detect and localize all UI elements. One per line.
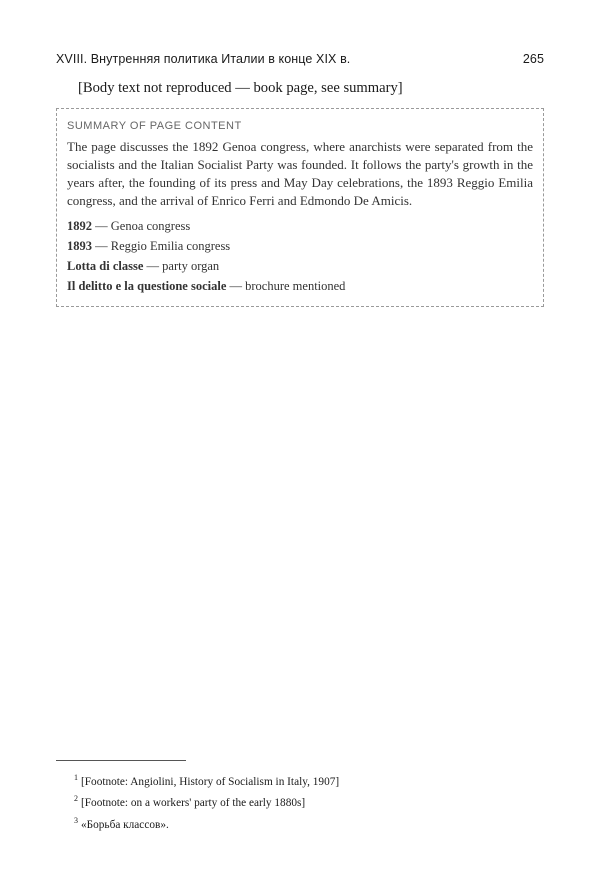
fact-item: 1893 — Reggio Emilia congress [67, 239, 231, 254]
footnote-number: 1 [74, 773, 78, 782]
fact-key: 1892 [67, 219, 92, 234]
footnote-text: «Борьба классов». [81, 818, 169, 831]
fact-key: Il delitto e la questione sociale [67, 279, 227, 294]
summary-text: The page discusses the 1892 Genoa congress, where anarchists were separated from the socialists and the Italian Socialist Party was founded. It follows the party's growth in the years after, the founding of its press and May Day celebrations, the 1893 Reggio Emilia congress, and the arrival of Enrico Ferri and Edmondo De Amicis. [67, 139, 533, 209]
body-placeholder: [Body text not reproduced — book page, see summary] [78, 80, 403, 96]
running-head [56, 52, 544, 66]
fact-item: Lotta di classe — party organ [67, 259, 220, 274]
page-number: 265 [522, 52, 544, 66]
fact-value: Genoa congress [110, 219, 191, 234]
footnote [56, 770, 544, 790]
footnote-divider [56, 760, 186, 761]
summary-label: SUMMARY OF PAGE CONTENT [67, 120, 242, 133]
footnote-text: [Footnote: on a workers' party of the early 1880s] [81, 797, 306, 810]
footnote-number: 2 [74, 794, 78, 804]
fact-key: 1893 [67, 239, 92, 254]
body-text [56, 78, 544, 307]
footnote-text: [Footnote: Angiolini, History of Socialism in Italy, 1907] [81, 775, 340, 788]
fact-item: 1892 — Genoa congress [67, 219, 191, 234]
fact-value: Reggio Emilia congress [110, 239, 231, 254]
fact-value: party organ [162, 259, 220, 274]
content-summary [56, 108, 544, 307]
footnote [56, 791, 544, 811]
footnotes [56, 770, 544, 834]
footnote [56, 813, 544, 833]
footnote-number: 3 [74, 815, 78, 825]
chapter-title: XVIII. Внутренняя политика Италии в конце XIX в. [56, 52, 351, 66]
key-facts [67, 218, 533, 295]
book-page [56, 52, 544, 307]
fact-key: Lotta di classe [67, 259, 144, 274]
fact-value: brochure mentioned [245, 279, 346, 294]
fact-item: Il delitto e la questione sociale — brochure mentioned [67, 279, 346, 294]
